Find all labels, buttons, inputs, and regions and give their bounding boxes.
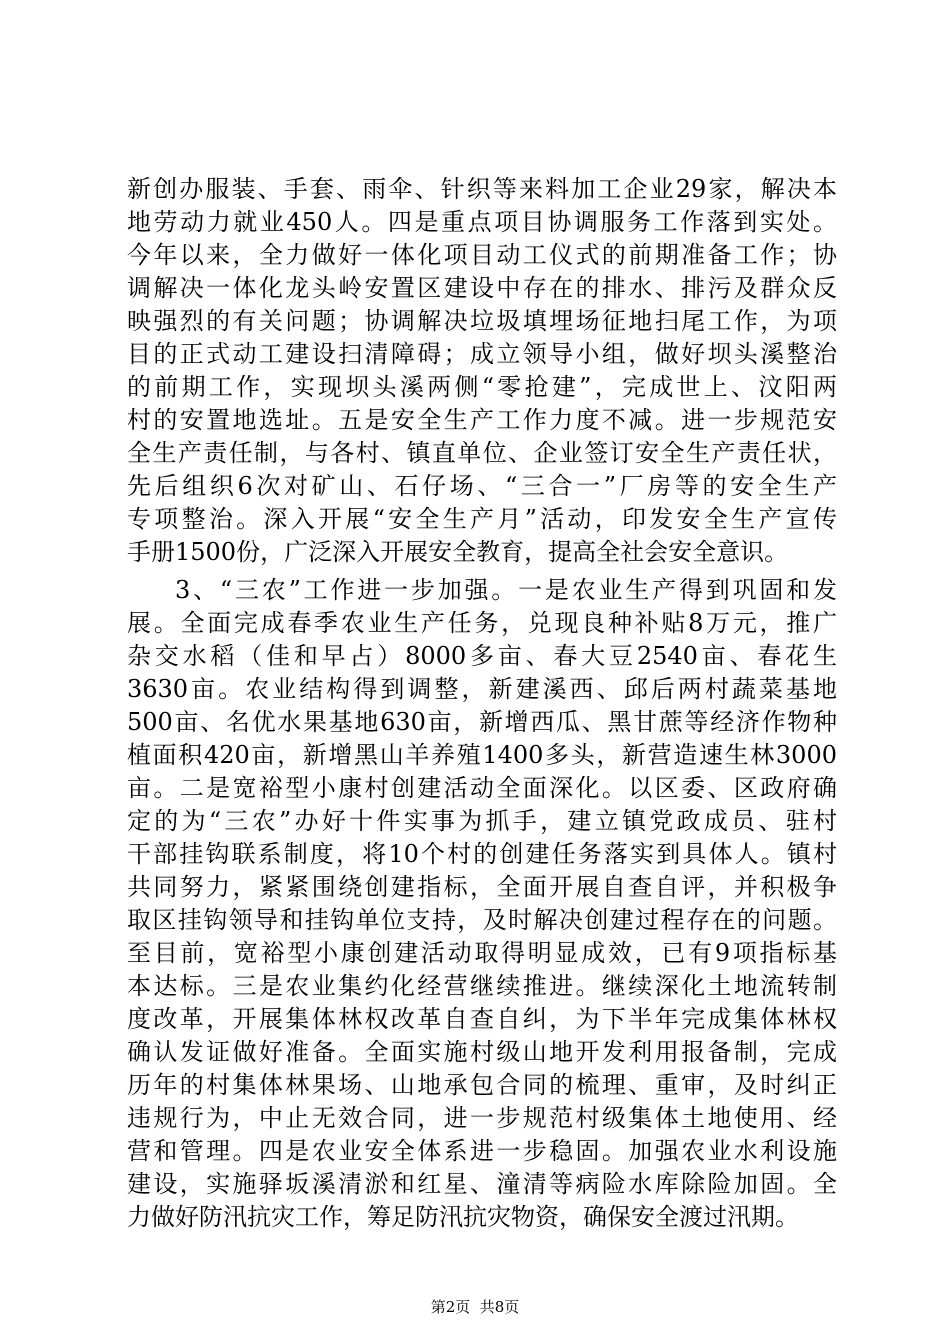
text-line: 500亩、名优水果基地630亩，新增西瓜、黑甘蔗等经济作物种	[127, 708, 837, 736]
text-line: 专项整治。深入开展“安全生产月”活动，印发安全生产宣传	[127, 505, 837, 533]
text-line: 3、“三农”工作进一步加强。一是农业生产得到巩固和发	[175, 576, 837, 604]
text-line: 力做好防汛抗灾工作，筹足防汛抗灾物资，确保安全渡过汛期。	[127, 1203, 799, 1231]
text-line: 植面积420亩，新增黑山羊养殖1400多头，新营造速生林3000	[127, 741, 837, 769]
text-line: 确认发证做好准备。全面实施村级山地开发利用报备制，完成	[127, 1038, 837, 1066]
text-line: 违规行为，中止无效合同，进一步规范村级集体土地使用、经	[127, 1104, 837, 1132]
text-line: 全生产责任制，与各村、镇直单位、企业签订安全生产责任状，	[127, 439, 837, 467]
text-line: 手册1500份，广泛深入开展安全教育，提高全社会安全意识。	[127, 538, 789, 566]
text-line: 3630亩。农业结构得到调整，新建溪西、邱后两村蔬菜基地	[127, 675, 837, 703]
text-line: 至目前，宽裕型小康创建活动取得明显成效，已有9项指标基	[127, 939, 837, 967]
text-line: 的前期工作，实现坝头溪两侧“零抢建”，完成世上、汶阳两	[127, 373, 837, 401]
text-line: 历年的村集体林果场、山地承包合同的梳理、重审，及时纠正	[127, 1071, 837, 1099]
text-line: 映强烈的有关问题；协调解决垃圾填埋场征地扫尾工作，为项	[127, 307, 837, 335]
text-line: 取区挂钩领导和挂钩单位支持，及时解决创建过程存在的问题。	[127, 906, 837, 934]
text-line: 地劳动力就业450人。四是重点项目协调服务工作落到实处。	[127, 208, 837, 236]
text-line: 今年以来，全力做好一体化项目动工仪式的前期准备工作；协	[127, 241, 837, 269]
page-number-footer: 第2页 共8页	[430, 1298, 520, 1316]
text-line: 新创办服装、手套、雨伞、针织等来料加工企业29家，解决本	[127, 175, 837, 203]
text-line: 共同努力，紧紧围绕创建指标，全面开展自查自评，并积极争	[127, 873, 837, 901]
text-line: 杂交水稻（佳和早占）8000多亩、春大豆2540亩、春花生	[127, 642, 837, 670]
text-line: 干部挂钩联系制度，将10个村的创建任务落实到具体人。镇村	[127, 840, 837, 868]
text-line: 本达标。三是农业集约化经营继续推进。继续深化土地流转制	[127, 972, 837, 1000]
text-line: 建设，实施驿坂溪清淤和红星、潼清等病险水库除险加固。全	[127, 1170, 837, 1198]
text-line: 度改革，开展集体林权改革自查自纠，为下半年完成集体林权	[127, 1005, 837, 1033]
text-line: 营和管理。四是农业安全体系进一步稳固。加强农业水利设施	[127, 1137, 837, 1165]
text-line: 定的为“三农”办好十件实事为抓手，建立镇党政成员、驻村	[127, 807, 837, 835]
text-line: 先后组织6次对矿山、石仔场、“三合一”厂房等的安全生产	[127, 472, 837, 500]
text-line: 亩。二是宽裕型小康村创建活动全面深化。以区委、区政府确	[127, 774, 837, 802]
text-line: 目的正式动工建设扫清障碍；成立领导小组，做好坝头溪整治	[127, 340, 837, 368]
text-line: 村的安置地选址。五是安全生产工作力度不减。进一步规范安	[127, 406, 837, 434]
text-line: 调解决一体化龙头岭安置区建设中存在的排水、排污及群众反	[127, 274, 837, 302]
text-line: 展。全面完成春季农业生产任务，兑现良种补贴8万元，推广	[127, 609, 837, 637]
